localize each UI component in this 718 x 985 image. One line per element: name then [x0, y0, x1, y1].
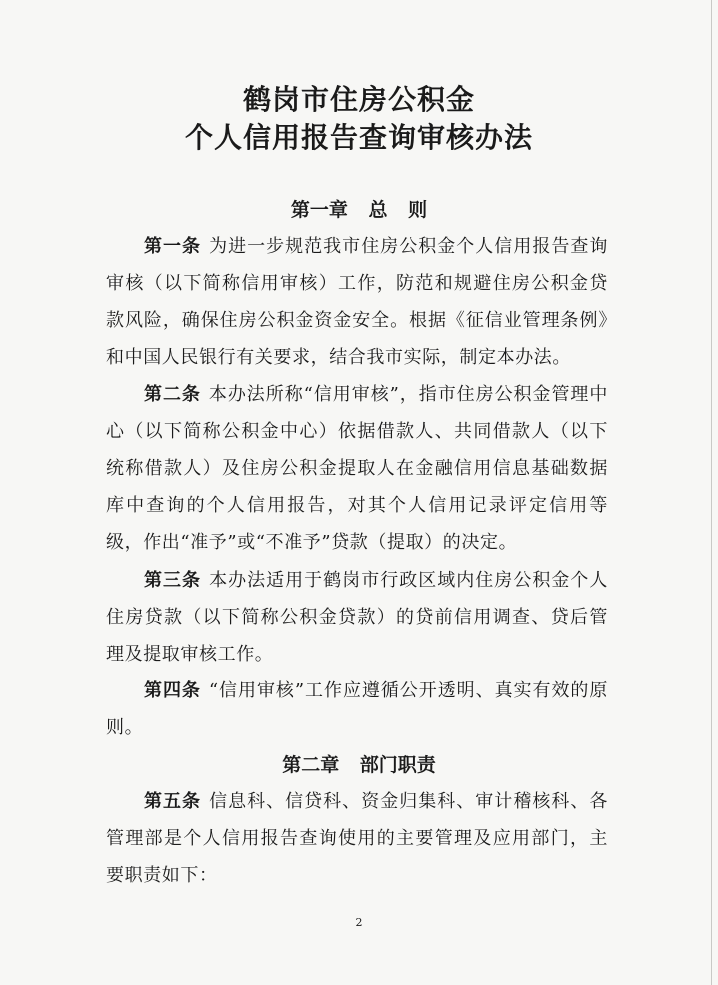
article-label: 第五条: [144, 791, 202, 812]
article-label: 第一条: [144, 236, 202, 257]
article-3: [106, 562, 608, 673]
chapter-heading-2: 第二章 部门职责: [282, 754, 436, 776]
article-4: [106, 672, 608, 746]
article-5: [106, 783, 608, 894]
chapter-heading-1: 第一章 总 则: [290, 199, 428, 221]
document-title-line2: 个人信用报告查询审核办法: [184, 121, 533, 154]
page-number: 2: [355, 916, 363, 929]
article-text: 本办法适用于鹤岗市行政区域内住房公积金个人住房贷款（以下简称公积金贷款）的贷前信用调查、贷后管理及提取审核工作。: [106, 570, 608, 665]
article-text: 为进一步规范我市住房公积金个人信用报告查询审核（以下简称信用审核）工作，防范和规避住房公积金贷款风险，确保住房公积金资金安全。根据《征信业管理条例》和中国人民银行有关要求，结合我市实际，制定本办法。: [106, 236, 608, 368]
article-text: 信息科、信贷科、资金归集科、审计稽核科、各管理部是个人信用报告查询使用的主要管理及应用部门，主要职责如下：: [106, 791, 608, 886]
article-label: 第二条: [144, 384, 201, 405]
article-2: [106, 376, 608, 561]
article-label: 第四条: [144, 680, 201, 701]
article-text: “信用审核”工作应遵循公开透明、真实有效的原则。: [106, 680, 608, 738]
document-title-line1: 鹤岗市住房公积金: [242, 83, 475, 116]
article-1: [106, 228, 608, 376]
article-label: 第三条: [144, 570, 202, 591]
article-text: 本办法所称“信用审核”，指市住房公积金管理中心（以下简称公积金中心）依据借款人、共同借款人（以下统称借款人）及住房公积金提取人在金融信用信息基础数据库中查询的个人信用报告，对其个人信用记录评定信用等级，作出“准予”或“不准予”贷款（提取）的决定。: [106, 384, 608, 553]
